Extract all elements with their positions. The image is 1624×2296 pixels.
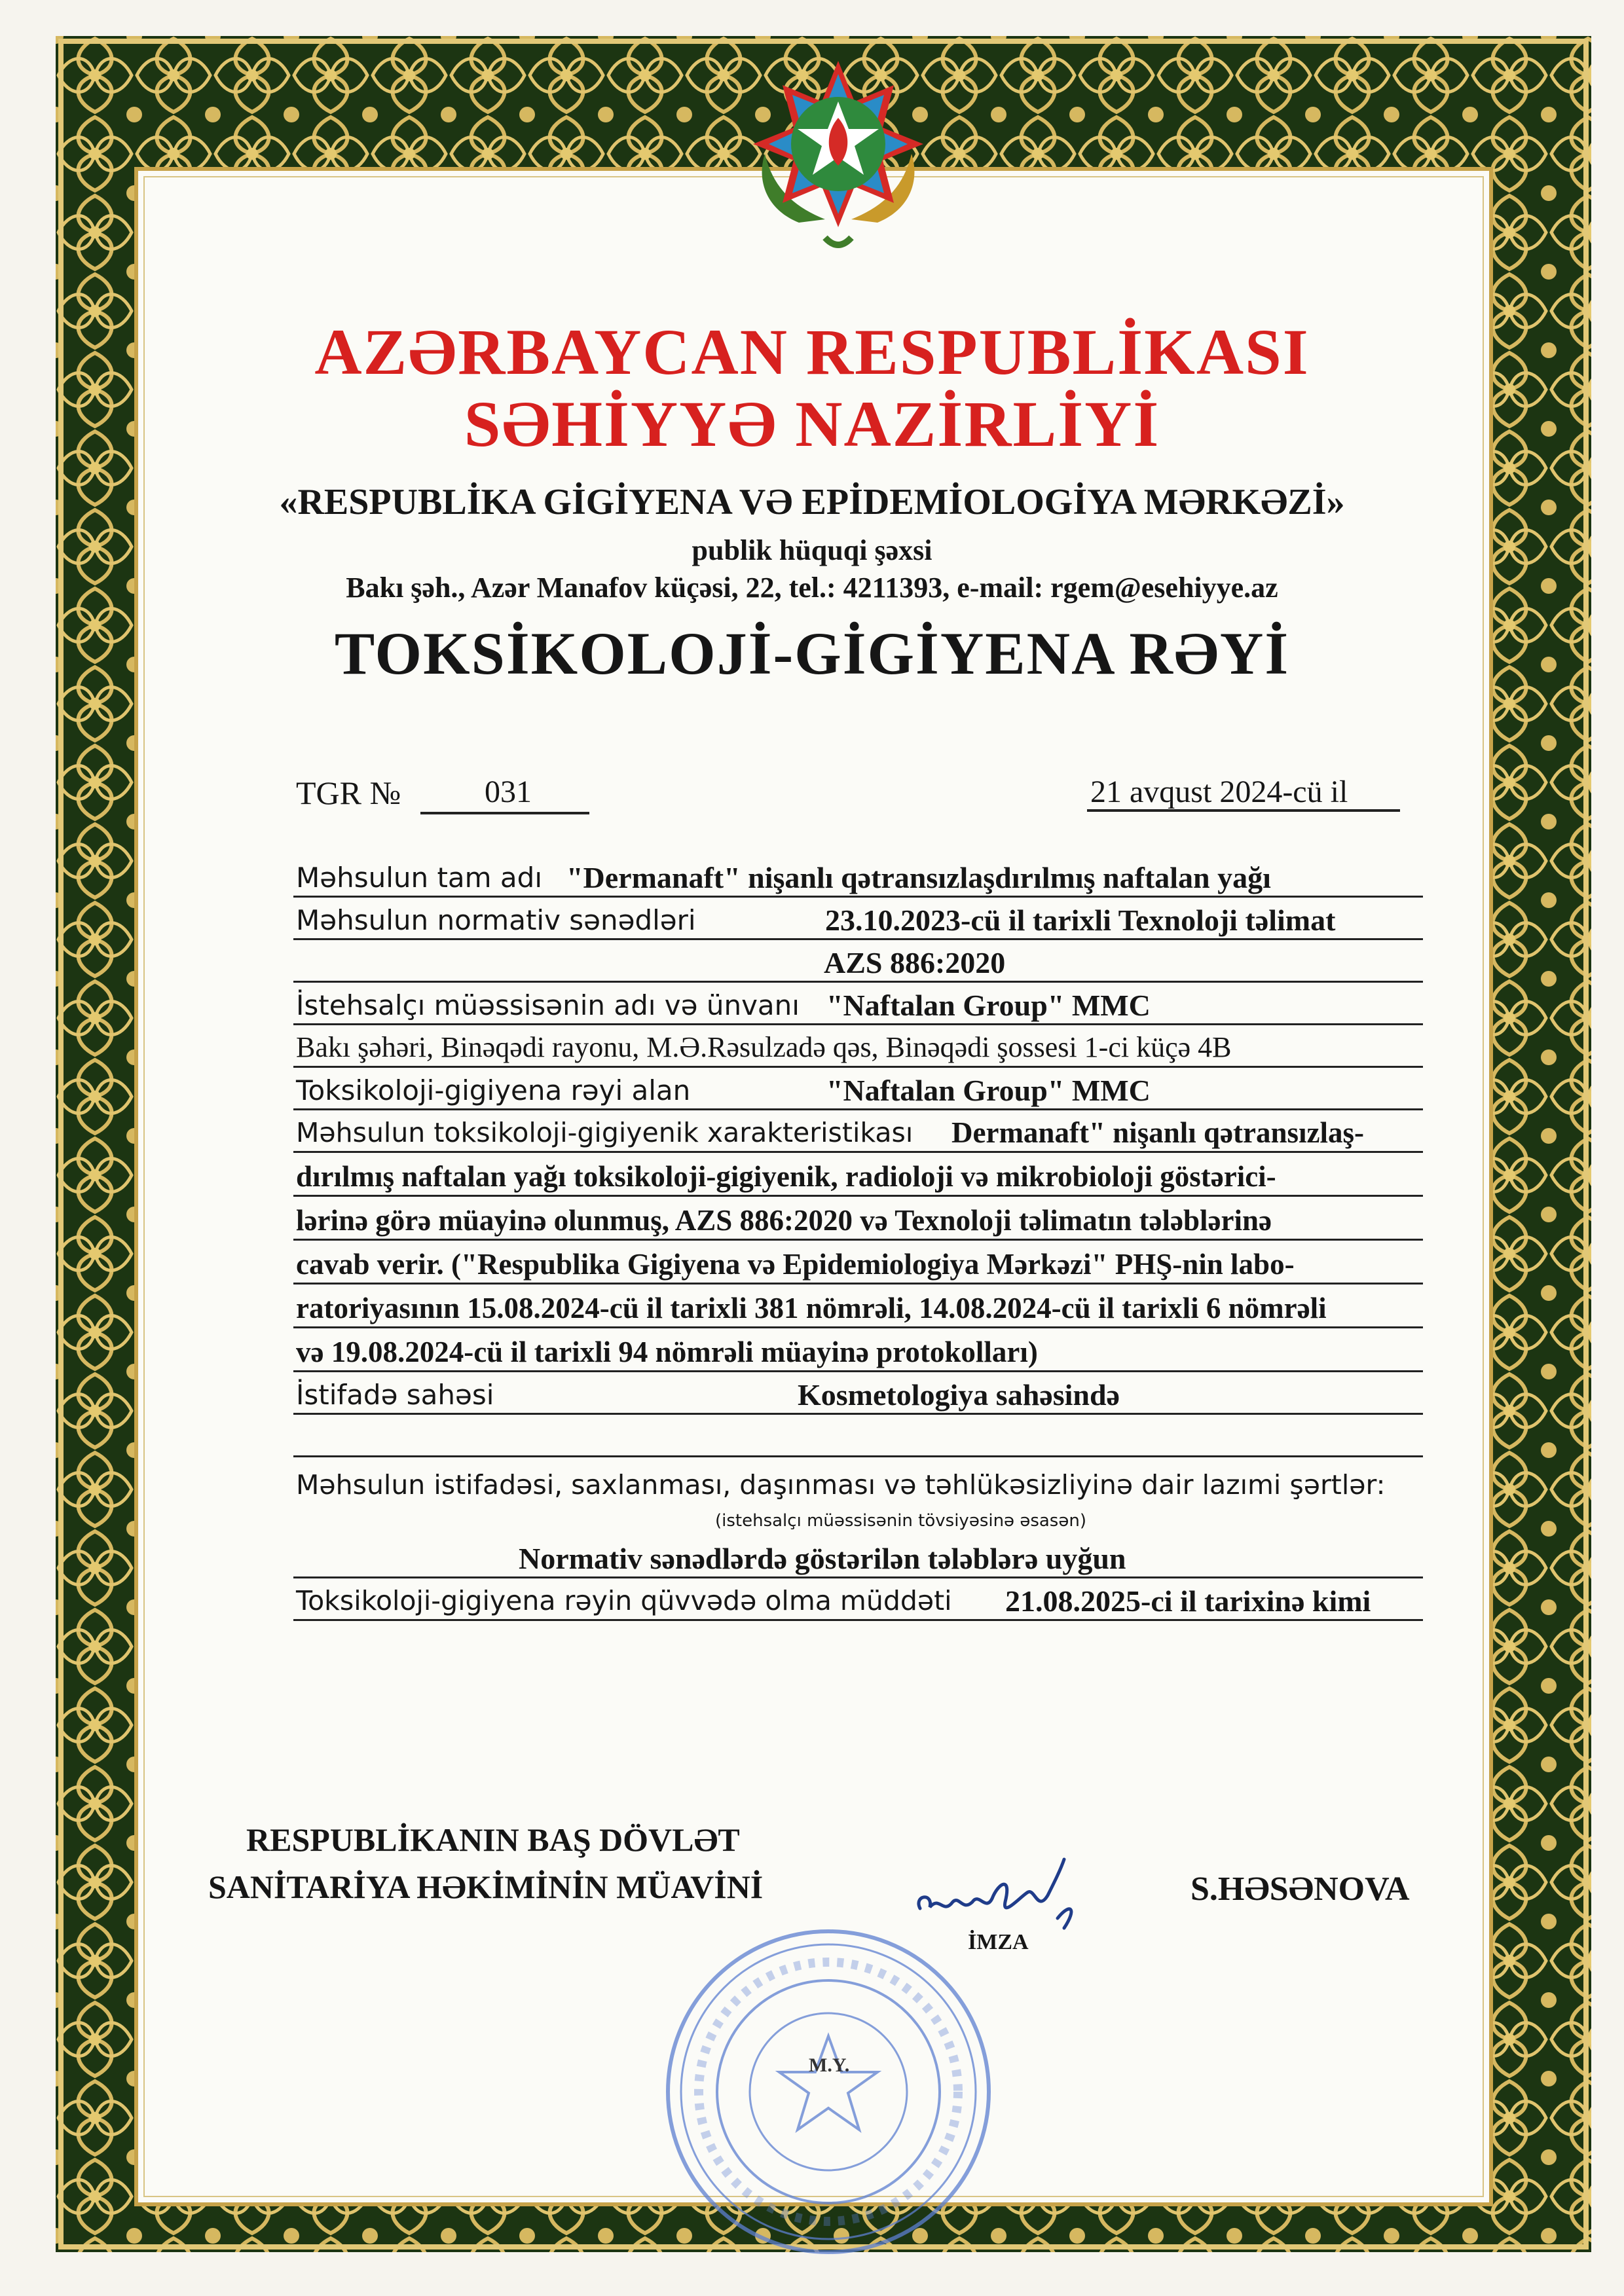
official-stamp-icon xyxy=(658,1922,999,2262)
conditions: Normativ sənədlərdə göstərilən tələblərə uyğun xyxy=(519,1542,1126,1575)
reg-number: 031 xyxy=(485,774,532,809)
characteristics-line-6: və 19.08.2024-cü il tarixli 94 nömrəli müayinə protokolları) xyxy=(296,1336,1038,1368)
reg-number-underline xyxy=(420,812,589,814)
center-address: Bakı şəh., Azər Manafov küçəsi, 22, tel.: 4211393, e-mail: rgem@esehiyye.az xyxy=(346,572,1278,604)
country-title: AZƏRBAYCAN RESPUBLİKASI xyxy=(314,316,1310,388)
rule xyxy=(293,938,1423,940)
manufacturer: "Naftalan Group" MMC xyxy=(826,989,1151,1022)
characteristics-line-2: dırılmış naftalan yağı toksikoloji-gigiyenik, radioloji və mikrobioloji göstərici- xyxy=(296,1160,1276,1193)
rule xyxy=(293,1066,1423,1068)
document-title: TOKSİKOLOJİ-GİGİYENA RƏYİ xyxy=(334,620,1290,687)
manufacturer-label: İstehsalçı müəssisənin adı və ünvanı xyxy=(296,989,800,1021)
signer-name: S.HƏSƏNOVA xyxy=(1190,1870,1410,1908)
manufacturer-address: Bakı şəhəri, Binəqədi rayonu, M.Ə.Rəsulzadə qəs, Binəqədi şossesi 1-ci küçə 4B xyxy=(296,1031,1232,1063)
rule xyxy=(293,1195,1423,1197)
characteristics-line-4: cavab verir. ("Respublika Gigiyena və Epidemiologiya Mərkəzi" PHŞ-nin labo- xyxy=(296,1248,1295,1281)
rule xyxy=(293,1239,1423,1241)
signer-position-1: RESPUBLİKANIN BAŞ DÖVLƏT xyxy=(246,1821,740,1858)
characteristics-line-5: ratoriyasının 15.08.2024-cü il tarixli 381 nömrəli, 14.08.2024-cü il tarixli 6 nömrəli xyxy=(296,1292,1327,1324)
rule xyxy=(293,981,1423,983)
rule xyxy=(293,1151,1423,1153)
usage-area-label: İstifadə sahəsi xyxy=(296,1379,494,1411)
rule xyxy=(293,1370,1423,1372)
norm-docs-1: 23.10.2023-cü il tarixli Texnoloji təlimat xyxy=(825,903,1336,937)
center-name: «RESPUBLİKA GİGİYENA VƏ EPİDEMİOLOGİYA MƏRKƏZİ» xyxy=(279,482,1345,522)
rule xyxy=(293,1108,1423,1110)
norm-docs-label: Məhsulun normativ sənədləri xyxy=(296,904,696,936)
conditions-label: Məhsulun istifadəsi, saxlanması, daşınması və təhlükəsizliyinə dair lazımi şərtlər: xyxy=(296,1469,1386,1501)
rule xyxy=(293,1619,1423,1621)
legal-form: publik hüquqi şəxsi xyxy=(692,534,932,566)
signature-label: İMZA xyxy=(968,1930,1029,1954)
validity-label: Toksikoloji-gigiyena rəyin qüvvədə olma müddəti xyxy=(296,1585,952,1616)
norm-docs-2: AZS 886:2020 xyxy=(824,946,1006,979)
product-name: "Dermanaft" nişanlı qətransızlaşdırılmış naftalan yağı xyxy=(566,861,1271,894)
issue-date: 21 avqust 2024-cü il xyxy=(1090,774,1348,809)
usage-area: Kosmetologiya sahəsində xyxy=(798,1378,1120,1412)
characteristics-line-1: Dermanaft" nişanlı qətransızlaş- xyxy=(951,1116,1364,1149)
issue-date-underline xyxy=(1087,809,1400,812)
ministry-title: SƏHİYYƏ NAZİRLİYİ xyxy=(464,388,1160,460)
characteristics-label: Məhsulun toksikoloji-gigiyenik xarakteristikası xyxy=(296,1117,913,1148)
conditions-note: (istehsalçı müəssisənin tövsiyəsinə əsasən) xyxy=(715,1511,1086,1531)
recipient: "Naftalan Group" MMC xyxy=(826,1074,1151,1107)
validity: 21.08.2025-ci il tarixinə kimi xyxy=(1005,1584,1371,1618)
rule xyxy=(293,896,1423,898)
signer-position-2: SANİTARİYA HƏKİMİNİN MÜAVİNİ xyxy=(208,1868,764,1905)
rule xyxy=(293,1455,1423,1457)
reg-number-label: TGR № xyxy=(296,774,401,811)
recipient-label: Toksikoloji-gigiyena rəyi alan xyxy=(296,1074,691,1106)
rule xyxy=(293,1576,1423,1578)
rule xyxy=(293,1023,1423,1025)
characteristics-line-3: lərinə görə müayinə olunmuş, AZS 886:2020 və Texnoloji təlimatın tələblərinə xyxy=(296,1204,1272,1237)
stamp-label: M.Y. xyxy=(809,2054,850,2076)
rule xyxy=(293,1326,1423,1328)
state-emblem-icon xyxy=(727,56,950,278)
rule xyxy=(293,1413,1423,1415)
product-name-label: Məhsulun tam adı xyxy=(296,862,542,894)
rule xyxy=(293,1283,1423,1285)
